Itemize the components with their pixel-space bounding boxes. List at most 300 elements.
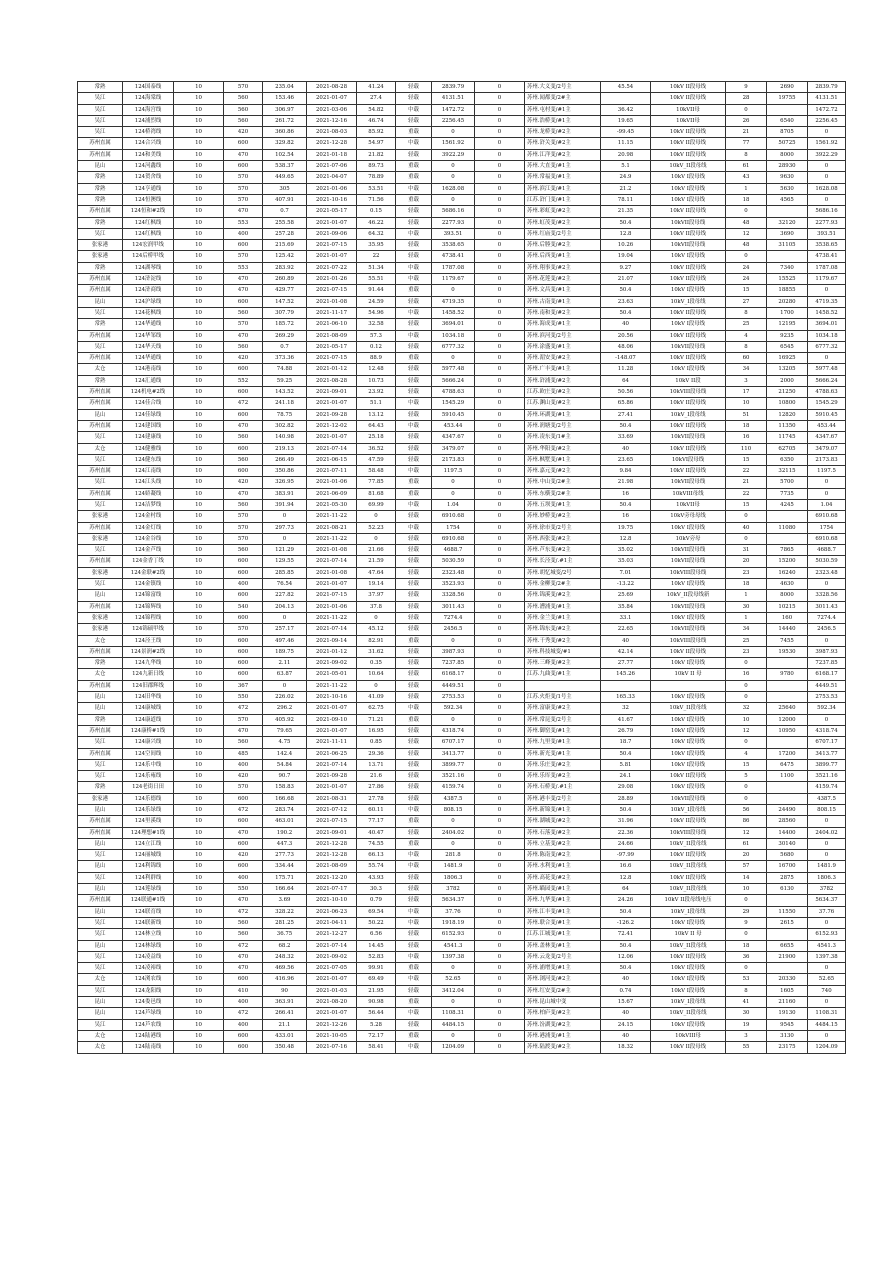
table-cell: 0: [475, 669, 525, 680]
table-cell: 苏州直属: [78, 330, 123, 341]
table-cell: 10: [726, 714, 767, 725]
table-cell: 9.27: [601, 262, 651, 273]
table-cell: 69.99: [357, 499, 396, 510]
table-cell: 0: [475, 398, 525, 409]
table-cell: 32115: [767, 466, 808, 477]
table-cell: 轻载: [396, 206, 432, 217]
table-cell: 轻载: [396, 725, 432, 736]
table-cell: 10950: [767, 725, 808, 736]
table-cell: 苏州直属: [78, 274, 123, 285]
table-cell: 283.74: [263, 805, 307, 816]
table-cell: 50.4: [601, 805, 651, 816]
table-cell: 10kV I段母线: [651, 172, 726, 183]
table-cell: 27.78: [357, 793, 396, 804]
table-cell: 124利锦线: [123, 861, 174, 872]
table-cell: 1108.31: [432, 1008, 475, 1019]
table-cell: 226.02: [263, 692, 307, 703]
table-cell: 15525: [767, 274, 808, 285]
table-cell: 9: [726, 82, 767, 93]
table-cell: 中载: [396, 307, 432, 318]
table-cell: 570: [224, 194, 263, 205]
table-cell: 552: [224, 375, 263, 386]
table-cell: 124龙阳线: [123, 985, 174, 996]
table-cell: 张家港: [78, 567, 123, 578]
table-cell: 5977.48: [808, 364, 846, 375]
table-cell: 10: [174, 443, 224, 454]
table-cell: 2021-09-02: [307, 951, 357, 962]
table-cell: 2404.02: [432, 827, 475, 838]
table-cell: 4688.7: [808, 545, 846, 556]
table-cell: 轻载: [396, 624, 432, 635]
table-cell: [767, 251, 808, 262]
table-cell: 中载: [396, 906, 432, 917]
table-cell: 10kV I段母线: [651, 737, 726, 748]
table-cell: 4387.5: [808, 793, 846, 804]
table-cell: 2021-01-06: [307, 477, 357, 488]
table-cell: 6910.68: [808, 533, 846, 544]
table-cell: 18855: [767, 285, 808, 296]
table-cell: 常熟: [78, 782, 123, 793]
table-cell: 600: [224, 1042, 263, 1053]
table-cell: 太仓: [78, 364, 123, 375]
table-cell: 0: [475, 725, 525, 736]
table-cell: 143.52: [263, 387, 307, 398]
table-cell: 64.32: [357, 228, 396, 239]
table-cell: 重载: [396, 997, 432, 1008]
table-cell: 2021-01-07: [307, 251, 357, 262]
table-cell: 重载: [396, 285, 432, 296]
table-cell: 10: [174, 307, 224, 318]
table-cell: 0: [475, 511, 525, 522]
table-cell: 600: [224, 669, 263, 680]
table-cell: 1806.3: [432, 872, 475, 883]
table-cell: 12: [726, 725, 767, 736]
table-cell: 苏州.九华变/#1主: [525, 895, 601, 906]
table-row: [78, 884, 846, 895]
table-cell: 张家港: [78, 533, 123, 544]
table-cell: 1.04: [432, 499, 475, 510]
table-cell: 33.1: [601, 612, 651, 623]
table-cell: 124利群线: [123, 872, 174, 883]
table-cell: 0: [475, 624, 525, 635]
table-cell: 江苏.渊山变/#2主: [525, 398, 601, 409]
table-cell: 64.43: [357, 420, 396, 431]
table-row: [78, 669, 846, 680]
table-cell: 32.58: [357, 319, 396, 330]
table-cell: 昆山: [78, 805, 123, 816]
table-cell: 153.46: [263, 93, 307, 104]
table-cell: 0: [808, 579, 846, 590]
table-row: [78, 1042, 846, 1053]
table-cell: 54.97: [357, 138, 396, 149]
table-cell: 10kV II段母线: [651, 816, 726, 827]
table-cell: 3328.56: [808, 590, 846, 601]
table-cell: 4387.5: [432, 793, 475, 804]
table-cell: 中载: [396, 951, 432, 962]
table-row: [78, 1019, 846, 1030]
table-cell: 124凌裕线: [123, 963, 174, 974]
table-cell: 0: [808, 477, 846, 488]
table-row: [78, 127, 846, 138]
table-cell: 4484.15: [432, 1019, 475, 1030]
table-cell: 0: [475, 884, 525, 895]
table-cell: -126.2: [601, 917, 651, 928]
table-cell: 32: [726, 703, 767, 714]
table-cell: 2021-01-06: [307, 183, 357, 194]
table-cell: 4131.51: [808, 93, 846, 104]
table-cell: 4719.35: [808, 296, 846, 307]
table-cell: 14440: [767, 624, 808, 635]
table-cell: 55.74: [357, 861, 396, 872]
table-cell: 64: [601, 375, 651, 386]
table-cell: 6152.93: [432, 929, 475, 940]
table-cell: 10: [174, 398, 224, 409]
table-cell: 124锦富线: [123, 590, 174, 601]
table-row: [78, 499, 846, 510]
table-cell: 600: [224, 296, 263, 307]
table-cell: 20330: [767, 974, 808, 985]
table-cell: 重载: [396, 172, 432, 183]
table-cell: 10: [174, 974, 224, 985]
table-cell: 0: [475, 985, 525, 996]
table-cell: 21.95: [357, 985, 396, 996]
table-cell: 3: [726, 1030, 767, 1041]
table-cell: 560: [224, 499, 263, 510]
table-cell: 10kV I段母线: [651, 725, 726, 736]
table-cell: 0: [475, 714, 525, 725]
table-cell: 570: [224, 172, 263, 183]
table-cell: 江苏.江城变/#1主: [525, 929, 601, 940]
table-cell: 0: [475, 364, 525, 375]
table-cell: 124凌益线: [123, 951, 174, 962]
table-cell: 轻载: [396, 443, 432, 454]
table-cell: 1605: [767, 985, 808, 996]
table-cell: 0: [263, 511, 307, 522]
table-cell: 472: [224, 940, 263, 951]
table-cell: 苏州.广丰变/#1主: [525, 364, 601, 375]
table-row: [78, 206, 846, 217]
table-cell: 90.7: [263, 771, 307, 782]
table-cell: 2021-10-10: [307, 895, 357, 906]
table-row: [78, 172, 846, 183]
table-cell: 367: [224, 680, 263, 691]
table-cell: 124建国线: [123, 420, 174, 431]
table-cell: 50.56: [601, 387, 651, 398]
table-cell: 124金镇线: [123, 579, 174, 590]
table-cell: 苏州.港丰变/2号主: [525, 793, 601, 804]
table-cell: 苏州.红庙变/2号主: [525, 228, 601, 239]
table-cell: 808.15: [808, 805, 846, 816]
table-cell: 17200: [767, 748, 808, 759]
table-cell: 10kV I段母线: [651, 579, 726, 590]
table-cell: 124国泰线: [123, 82, 174, 93]
table-cell: 20.56: [601, 330, 651, 341]
table-cell: 10kV II段母线: [651, 398, 726, 409]
table-cell: 124华邹线: [123, 330, 174, 341]
table-cell: 苏州.五坝变/#1主: [525, 499, 601, 510]
table-cell: 0: [475, 579, 525, 590]
table-cell: 10: [174, 262, 224, 273]
table-cell: 125.42: [263, 251, 307, 262]
table-cell: 3: [726, 375, 767, 386]
table-cell: 23.63: [601, 296, 651, 307]
table-cell: 苏州.浩桥变/#1主: [525, 115, 601, 126]
table-cell: 2021-07-15: [307, 285, 357, 296]
table-cell: 2021-10-05: [307, 1030, 357, 1041]
table-cell: 轻载: [396, 748, 432, 759]
table-cell: 中载: [396, 917, 432, 928]
table-row: [78, 692, 846, 703]
table-cell: 8: [726, 307, 767, 318]
table-cell: 苏州.新光变/#1主: [525, 748, 601, 759]
table-cell: 393.51: [808, 228, 846, 239]
table-cell: 82.91: [357, 635, 396, 646]
table-cell: 60.11: [357, 805, 396, 816]
table-cell: 10kVIII段母线: [651, 635, 726, 646]
table-cell: 0.15: [357, 206, 396, 217]
table-cell: 昆山: [78, 838, 123, 849]
table-cell: 142.4: [263, 748, 307, 759]
table-cell: 江苏.九曲变/#1主: [525, 669, 601, 680]
table-cell: 1204.09: [808, 1042, 846, 1053]
table-cell: 189.75: [263, 646, 307, 657]
table-cell: 6475: [767, 759, 808, 770]
table-cell: 苏州.大直变/#1主: [525, 161, 601, 172]
table-cell: 12195: [767, 319, 808, 330]
table-cell: 19530: [767, 646, 808, 657]
table-cell: 19130: [767, 1008, 808, 1019]
table-cell: 重载: [396, 816, 432, 827]
table-cell: 1204.09: [432, 1042, 475, 1053]
table-cell: 2021-08-31: [307, 793, 357, 804]
table-cell: 124金村线: [123, 511, 174, 522]
table-cell: 0: [475, 477, 525, 488]
table-cell: 0: [475, 274, 525, 285]
table-cell: 常熟: [78, 714, 123, 725]
table-cell: 2323.48: [808, 567, 846, 578]
table-row: [78, 104, 846, 115]
table-cell: 433.01: [263, 1030, 307, 1041]
table-cell: 19.04: [601, 251, 651, 262]
table-cell: 8705: [767, 127, 808, 138]
table-cell: 10kV II 母: [651, 669, 726, 680]
table-cell: 0: [263, 612, 307, 623]
table-cell: 124浦烈线: [123, 115, 174, 126]
table-cell: 1628.08: [432, 183, 475, 194]
table-cell: 10: [174, 793, 224, 804]
table-cell: 124芦农线: [123, 1019, 174, 1030]
table-row: [78, 872, 846, 883]
table-cell: 0.74: [601, 985, 651, 996]
table-cell: 10kVIII段母线: [651, 827, 726, 838]
table-cell: 129.55: [263, 556, 307, 567]
table-cell: 45.54: [601, 82, 651, 93]
table-row: [78, 646, 846, 657]
table-cell: 470: [224, 206, 263, 217]
table-cell: 27.86: [357, 782, 396, 793]
table-cell: 3413.77: [432, 748, 475, 759]
table-cell: 中载: [396, 499, 432, 510]
table-cell: 苏州.后塍变/#2主: [525, 240, 601, 251]
table-cell: 71.56: [357, 194, 396, 205]
table-cell: 轻载: [396, 669, 432, 680]
table-cell: 10kV I段母线: [651, 974, 726, 985]
table-cell: 32: [601, 703, 651, 714]
table-cell: 苏州.浏河变/#2主: [525, 974, 601, 985]
table-cell: 10: [174, 872, 224, 883]
table-cell: 600: [224, 974, 263, 985]
table-cell: 560: [224, 454, 263, 465]
table-cell: 10kV_I段母线: [651, 805, 726, 816]
table-cell: 3328.56: [432, 590, 475, 601]
table-cell: 2021-08-09: [307, 330, 357, 341]
table-cell: 1545.29: [432, 398, 475, 409]
table-cell: 10: [174, 737, 224, 748]
table-cell: 34: [726, 364, 767, 375]
table-cell: 0: [475, 827, 525, 838]
table-cell: 10: [726, 884, 767, 895]
table-cell: 10: [174, 454, 224, 465]
table-cell: 600: [224, 364, 263, 375]
table-cell: 296.2: [263, 703, 307, 714]
table-cell: 吴江: [78, 771, 123, 782]
table-cell: 3694.01: [808, 319, 846, 330]
table-cell: 0: [808, 917, 846, 928]
table-cell: 447.3: [263, 838, 307, 849]
table-cell: 23.92: [357, 387, 396, 398]
table-cell: 3782: [808, 884, 846, 895]
table-cell: 10: [174, 612, 224, 623]
table-cell: 0: [357, 612, 396, 623]
table-cell: 560: [224, 104, 263, 115]
table-cell: 0: [726, 533, 767, 544]
table-cell: 124乐中线: [123, 759, 174, 770]
table-cell: 吴江: [78, 579, 123, 590]
table-cell: 2839.79: [432, 82, 475, 93]
table-cell: 0: [808, 816, 846, 827]
table-cell: 11.15: [601, 138, 651, 149]
table-cell: 124金联#2线: [123, 567, 174, 578]
table-cell: 124金香丁线: [123, 556, 174, 567]
table-cell: 10kV I段母线: [651, 194, 726, 205]
table-cell: 吴江: [78, 929, 123, 940]
table-cell: 6168.17: [808, 669, 846, 680]
table-row: [78, 658, 846, 669]
table-cell: 10kV II段母线电压: [651, 895, 726, 906]
table-cell: 重载: [396, 963, 432, 974]
table-cell: 吴江: [78, 951, 123, 962]
table-cell: 2021-05-17: [307, 341, 357, 352]
table-row: [78, 319, 846, 330]
table-cell: 400: [224, 579, 263, 590]
table-cell: 2456.5: [808, 624, 846, 635]
table-row: [78, 330, 846, 341]
table-cell: 0: [475, 748, 525, 759]
table-cell: 261.72: [263, 115, 307, 126]
table-cell: 600: [224, 646, 263, 657]
table-row: [78, 409, 846, 420]
table-cell: 124花枫线: [123, 307, 174, 318]
table-cell: 25: [726, 635, 767, 646]
table-cell: 449.65: [263, 172, 307, 183]
table-cell: 18: [726, 940, 767, 951]
table-cell: 苏州.科技城变/#1: [525, 646, 601, 657]
data-sheet: [77, 81, 838, 1054]
table-cell: 轻载: [396, 827, 432, 838]
table-cell: 中载: [396, 398, 432, 409]
table-cell: 3479.07: [432, 443, 475, 454]
table-cell: 10: [174, 488, 224, 499]
table-cell: 58.48: [357, 466, 396, 477]
table-cell: 23175: [767, 1042, 808, 1053]
table-cell: 124红枫线: [123, 217, 174, 228]
table-cell: 苏州直属: [78, 601, 123, 612]
table-cell: 8000: [767, 149, 808, 160]
table-cell: 中载: [396, 274, 432, 285]
table-cell: 10: [174, 658, 224, 669]
table-cell: 苏州.高花变/#2主: [525, 872, 601, 883]
table-cell: 苏州.浦增变/#1主: [525, 963, 601, 974]
table-cell: 383.91: [263, 488, 307, 499]
table-cell: 326.95: [263, 477, 307, 488]
table-cell: 吴江: [78, 872, 123, 883]
table-cell: 10kV II段母线: [651, 228, 726, 239]
table-cell: 35.03: [601, 556, 651, 567]
table-cell: 苏州.常昆变/2号主: [525, 714, 601, 725]
table-cell: 2021-12-27: [307, 929, 357, 940]
table-cell: 重载: [396, 1030, 432, 1041]
table-cell: 2021-09-10: [307, 714, 357, 725]
table-cell: 5666.24: [432, 375, 475, 386]
table-cell: 0: [475, 872, 525, 883]
table-cell: 10: [174, 725, 224, 736]
table-cell: 560: [224, 737, 263, 748]
table-cell: 41.67: [601, 714, 651, 725]
table-cell: 5686.16: [432, 206, 475, 217]
table-cell: 苏州.九里变/#1主: [525, 737, 601, 748]
table-cell: 592.34: [808, 703, 846, 714]
table-cell: 3538.65: [432, 240, 475, 251]
table-cell: 2021-12-28: [307, 850, 357, 861]
table-cell: 78.89: [357, 172, 396, 183]
table-cell: 10: [174, 850, 224, 861]
table-cell: 2021-12-20: [307, 872, 357, 883]
table-cell: 2021-07-14: [307, 759, 357, 770]
table-cell: 124恒澳线: [123, 194, 174, 205]
table-cell: 15: [726, 499, 767, 510]
table-cell: 2021-09-28: [307, 771, 357, 782]
table-cell: 600: [224, 240, 263, 251]
table-cell: -99.45: [601, 127, 651, 138]
table-cell: 中载: [396, 850, 432, 861]
table-cell: 124林绿线: [123, 940, 174, 951]
table-cell: 2021-08-21: [307, 522, 357, 533]
table-cell: 16925: [767, 353, 808, 364]
table-cell: 0: [726, 511, 767, 522]
table-cell: 10: [174, 782, 224, 793]
table-row: [78, 533, 846, 544]
table-cell: 124乐绿线: [123, 805, 174, 816]
table-cell: 31.62: [357, 646, 396, 657]
table-row: [78, 420, 846, 431]
table-row: [78, 850, 846, 861]
table-cell: 轻载: [396, 545, 432, 556]
table-cell: 0: [808, 850, 846, 861]
table-cell: 重载: [396, 477, 432, 488]
table-cell: 18: [726, 579, 767, 590]
table-cell: 苏州.润塘变/2号主: [525, 420, 601, 431]
table-cell: 10215: [767, 601, 808, 612]
